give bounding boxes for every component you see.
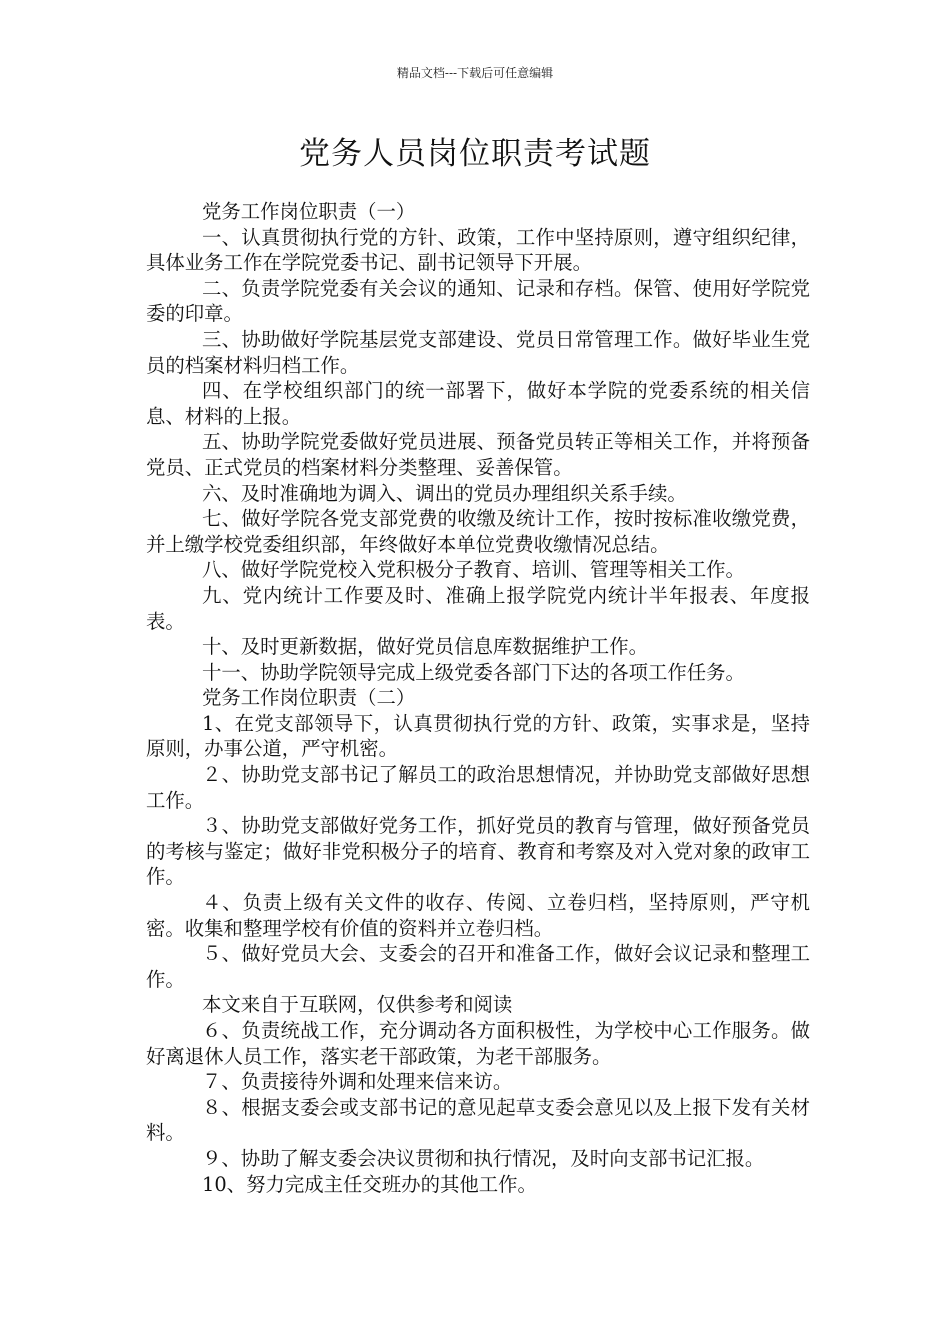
paragraph: 十、及时更新数据，做好党员信息库数据维护工作。 <box>202 635 648 659</box>
paragraph: 三、协助做好学院基层党支部建设、党员日常管理工作。做好毕业生党员的档案材料归档工作。 <box>146 327 810 377</box>
section-heading: 党务工作岗位职责（二） <box>202 686 416 710</box>
paragraph: 十一、协助学院领导完成上级党委各部门下达的各项工作任务。 <box>202 660 745 684</box>
document-body <box>146 199 810 1197</box>
paragraph: 五、协助学院党委做好党员进展、预备党员转正等相关工作，并将预备党员、正式党员的档案材料分类整理、妥善保管。 <box>146 430 810 479</box>
page-header: 精品文档---下载后可任意编辑 <box>396 66 554 80</box>
paragraph: 七、做好学院各党支部党费的收缴及统计工作，按时按标准收缴党费，并上缴学校党委组织部，年终做好本单位党费收缴情况总结。 <box>146 507 810 556</box>
section-heading: 党务工作岗位职责（一） <box>202 200 416 223</box>
paragraph: ６、负责统战工作，充分调动各方面积极性，为学校中心工作服务。做好离退休人员工作，落实老干部政策，为老干部服务。 <box>146 1019 810 1068</box>
paragraph: ３、协助党支部做好党务工作，抓好党员的教育与管理，做好预备党员的考核与鉴定；做好非党积极分子的培育、教育和考察及对入党对象的政审工作。 <box>146 814 810 889</box>
paragraph: 九、党内统计工作要及时、准确上报学院党内统计半年报表、年度报表。 <box>146 583 810 633</box>
paragraph: ５、做好党员大会、支委会的召开和准备工作，做好会议记录和整理工作。 <box>146 942 810 991</box>
paragraph: 二、负责学院党委有关会议的通知、记录和存档。保管、使用好学院党委的印章。 <box>146 276 810 326</box>
paragraph: 四、在学校组织部门的统一部署下，做好本学院的党委系统的相关信息、材料的上报。 <box>146 379 810 428</box>
source-note: 本文来自于互联网，仅供参考和阅读 <box>202 993 513 1017</box>
paragraph: ７、负责接待外调和处理来信来访。 <box>202 1070 513 1094</box>
document-title: 党务人员岗位职责考试题 <box>299 136 651 172</box>
paragraph: 10、努力完成主任交班办的其他工作。 <box>202 1172 537 1196</box>
paragraph: 1、在党支部领导下，认真贯彻执行党的方针、政策，实事求是，坚持原则，办事公道，严守机密。 <box>146 711 810 761</box>
paragraph: ４、负责上级有关文件的收存、传阅、立卷归档，坚持原则，严守机密。收集和整理学校有价值的资料并立卷归档。 <box>146 891 810 940</box>
paragraph: 一、认真贯彻执行党的方针、政策，工作中坚持原则，遵守组织纪律，具体业务工作在学院党委书记、副书记领导下开展。 <box>146 225 810 275</box>
paragraph: 八、做好学院党校入党积极分子教育、培训、管理等相关工作。 <box>202 558 745 582</box>
paragraph: ２、协助党支部书记了解员工的政治思想情况，并协助党支部做好思想工作。 <box>146 763 810 812</box>
paragraph: 六、及时准确地为调入、调出的党员办理组织关系手续。 <box>202 481 687 505</box>
paragraph: ９、协助了解支委会决议贯彻和执行情况，及时向支部书记汇报。 <box>202 1146 765 1170</box>
paragraph: ８、根据支委会或支部书记的意见起草支委会意见以及上报下发有关材料。 <box>146 1095 810 1145</box>
